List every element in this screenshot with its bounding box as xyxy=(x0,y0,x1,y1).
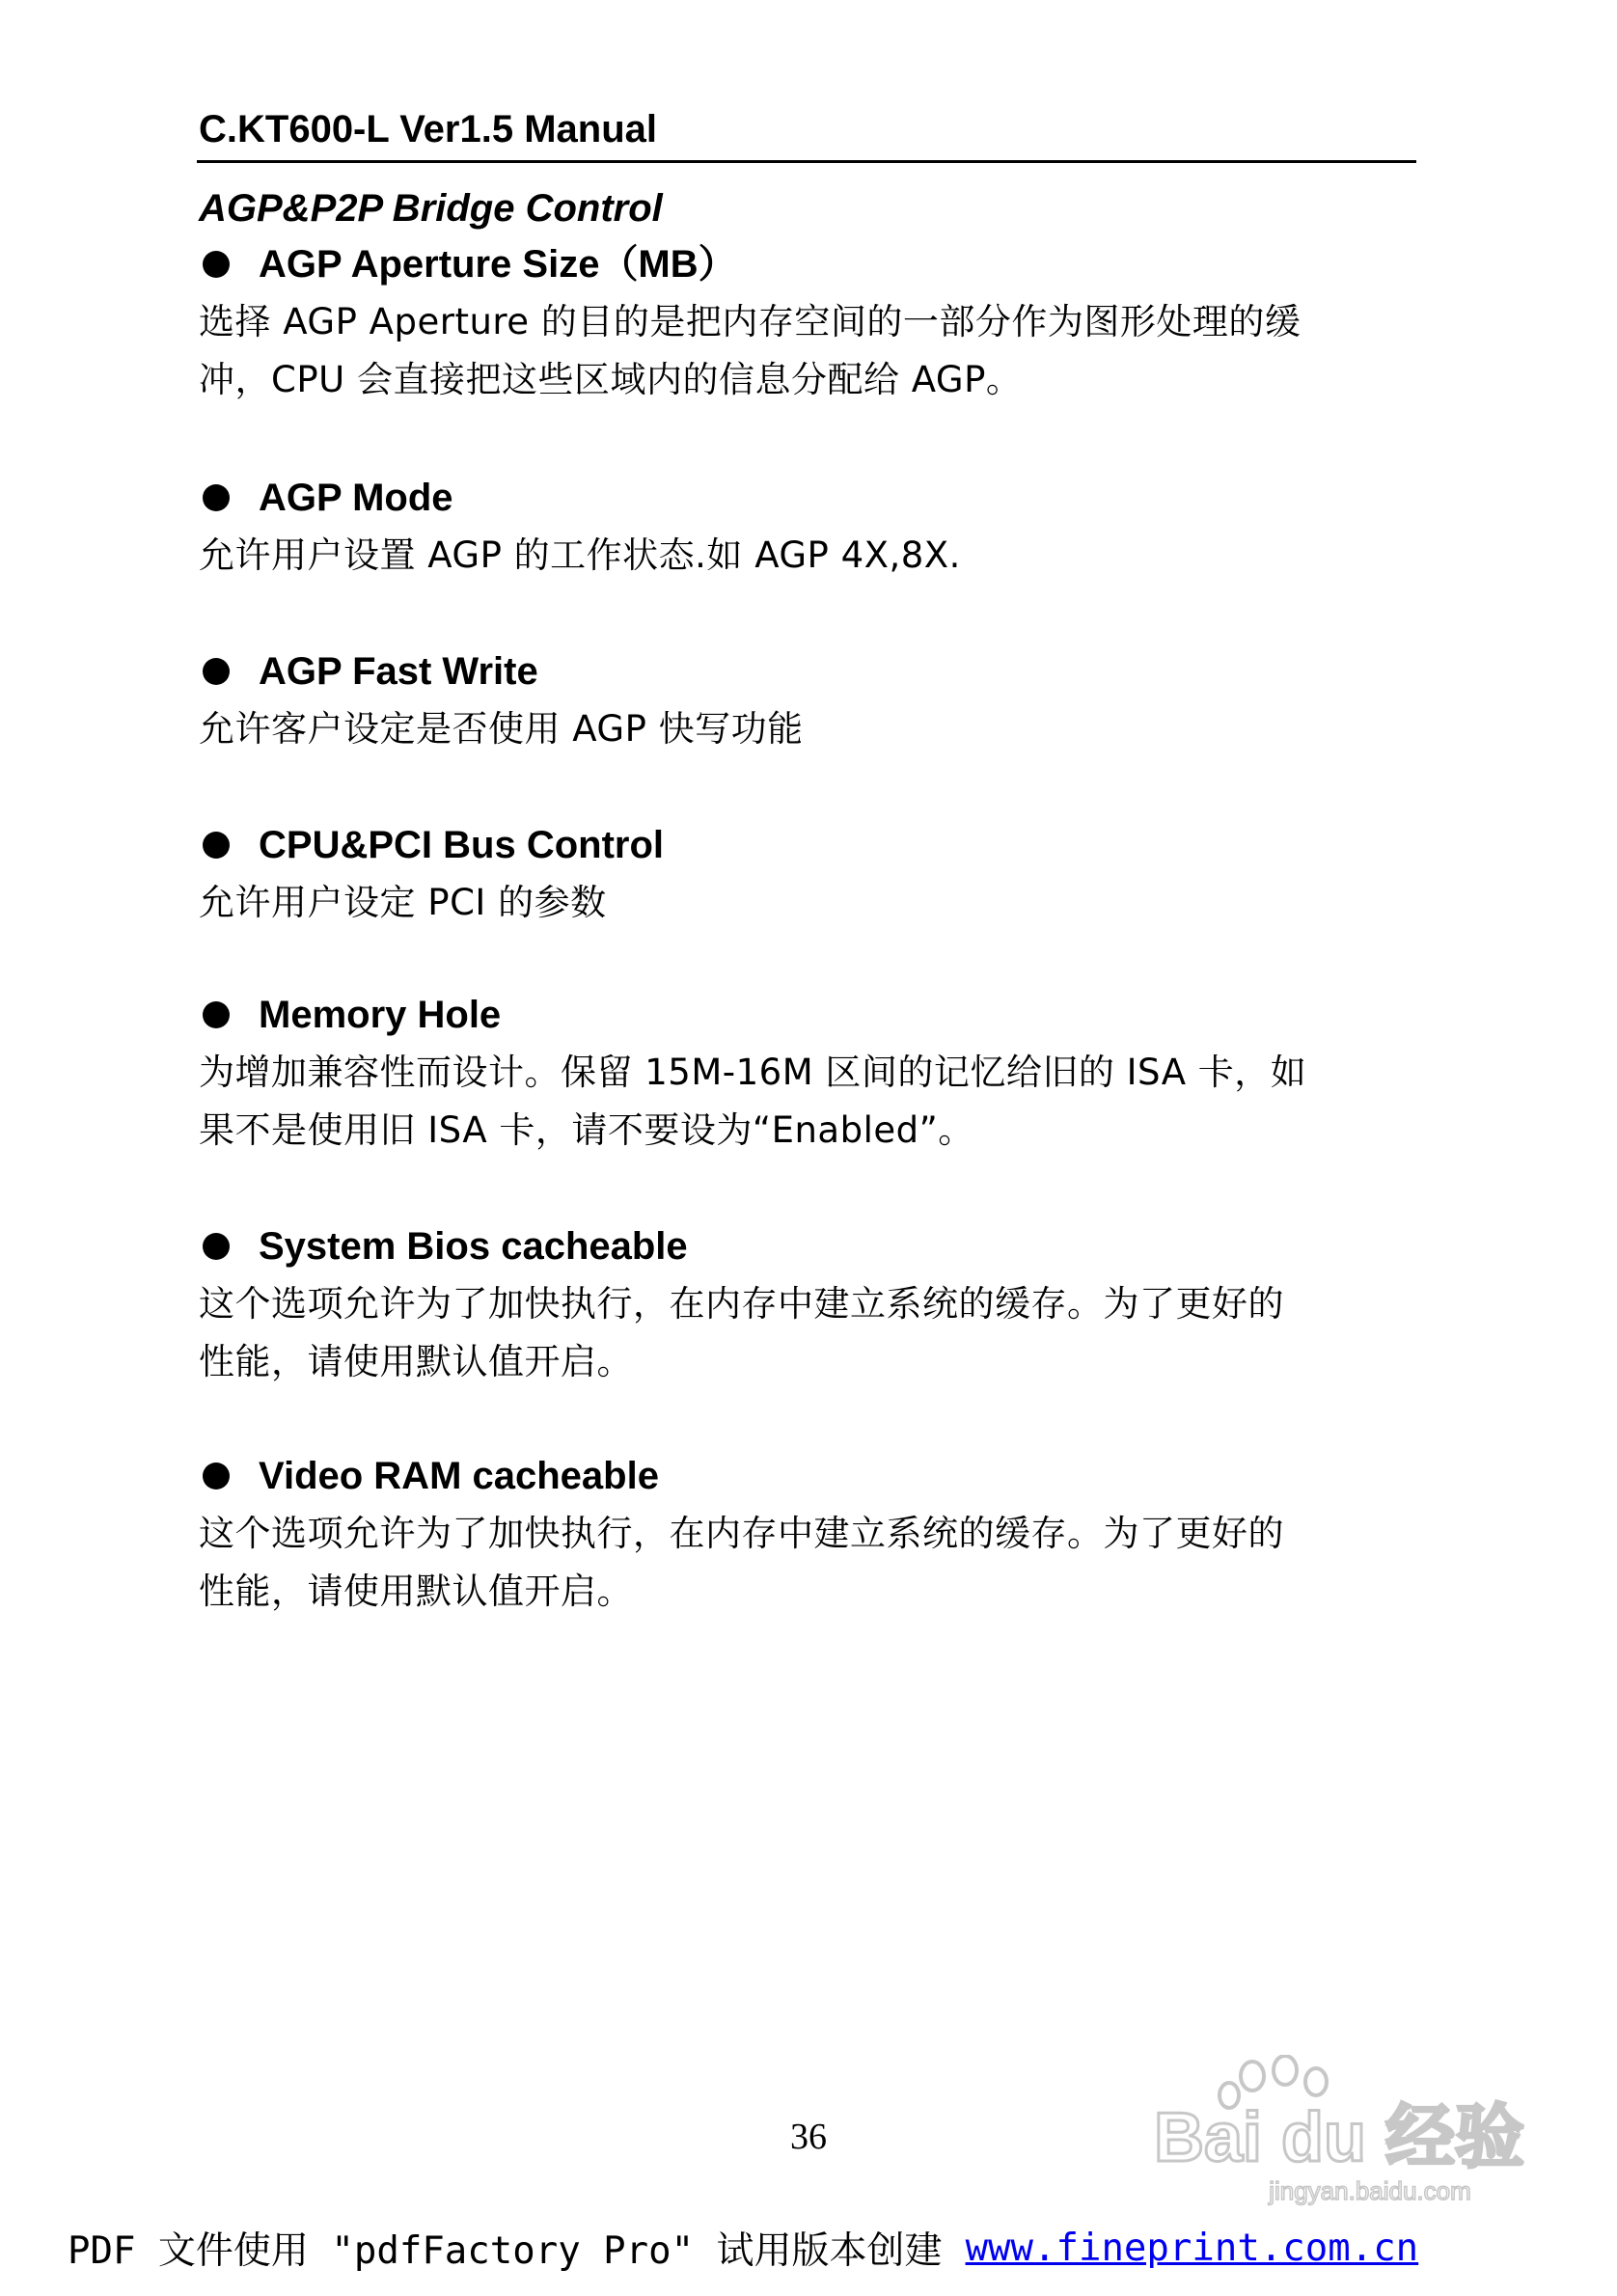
item-body-line: 冲，CPU 会直接把这些区域内的信息分配给 AGP。 xyxy=(199,359,1023,400)
item-body-line: 果不是使用旧 ISA 卡，请不要设为“Enabled”。 xyxy=(199,1109,974,1151)
item-system-bios-cacheable xyxy=(199,1217,1434,1391)
item-body xyxy=(199,527,1434,585)
item-heading xyxy=(199,469,1434,527)
watermark-url: jingyan.baidu.com xyxy=(1269,2176,1471,2205)
item-heading-text: AGP Aperture Size（MB） xyxy=(259,243,737,286)
item-body-line: 允许用户设置 AGP 的工作状态.如 AGP 4X,8X. xyxy=(199,534,961,576)
item-body-line: 性能，请使用默认值开启。 xyxy=(199,1571,633,1612)
item-heading-text: AGP Mode xyxy=(259,477,453,519)
item-body xyxy=(199,700,1434,758)
item-body-line: 性能，请使用默认值开启。 xyxy=(199,1341,633,1382)
item-body xyxy=(199,874,1434,932)
item-heading xyxy=(199,642,1434,700)
bullet-icon xyxy=(203,1233,230,1260)
item-agp-aperture-size xyxy=(199,235,1434,409)
header-rule xyxy=(197,160,1416,163)
item-body-line: 这个选项允许为了加快执行，在内存中建立系统的缓存。为了更好的 xyxy=(199,1283,1284,1325)
item-body-line: 这个选项允许为了加快执行，在内存中建立系统的缓存。为了更好的 xyxy=(199,1513,1284,1554)
bullet-icon xyxy=(203,1462,230,1490)
item-memory-hole xyxy=(199,986,1434,1160)
bullet-icon xyxy=(203,832,230,859)
item-heading xyxy=(199,816,1434,874)
bullet-icon xyxy=(203,484,230,511)
item-heading xyxy=(199,1217,1434,1275)
item-agp-mode xyxy=(199,469,1434,585)
watermark-brand: Bai du 经验 xyxy=(1154,2099,1525,2176)
item-body xyxy=(199,1044,1434,1160)
item-agp-fast-write xyxy=(199,642,1434,758)
item-body xyxy=(199,1505,1434,1621)
footer-text: PDF 文件使用 "pdfFactory Pro" 试用版本创建 xyxy=(68,2229,943,2273)
item-heading xyxy=(199,235,1434,293)
item-cpu-pci-bus-control xyxy=(199,816,1434,932)
section-title: AGP&P2P Bridge Control xyxy=(199,187,663,230)
page-header-title: C.KT600-L Ver1.5 Manual xyxy=(199,108,657,150)
item-body-line: 允许用户设定 PCI 的参数 xyxy=(199,882,607,923)
item-heading-text: Memory Hole xyxy=(259,994,502,1036)
item-body xyxy=(199,293,1434,409)
item-heading xyxy=(199,1447,1434,1505)
item-heading-text: System Bios cacheable xyxy=(259,1225,688,1268)
page-number: 36 xyxy=(790,2117,827,2157)
baidu-jingyan-watermark xyxy=(1148,2055,1534,2209)
item-heading-text: AGP Fast Write xyxy=(259,650,538,693)
item-heading xyxy=(199,986,1434,1044)
item-video-ram-cacheable xyxy=(199,1447,1434,1621)
item-body-line: 允许客户设定是否使用 AGP 快写功能 xyxy=(199,708,804,750)
item-heading-text: Video RAM cacheable xyxy=(259,1455,659,1497)
bullet-icon xyxy=(203,658,230,685)
item-body-line: 为增加兼容性而设计。保留 15M-16M 区间的记忆给旧的 ISA 卡，如 xyxy=(199,1052,1307,1093)
bullet-icon xyxy=(203,1001,230,1028)
item-body xyxy=(199,1275,1434,1391)
bullet-icon xyxy=(203,251,230,278)
item-body-line: 选择 AGP Aperture 的目的是把内存空间的一部分作为图形处理的缓 xyxy=(199,301,1302,342)
pdf-footer xyxy=(68,2219,1553,2277)
item-heading-text: CPU&PCI Bus Control xyxy=(259,824,664,866)
fineprint-link[interactable]: www.fineprint.com.cn xyxy=(965,2226,1419,2270)
